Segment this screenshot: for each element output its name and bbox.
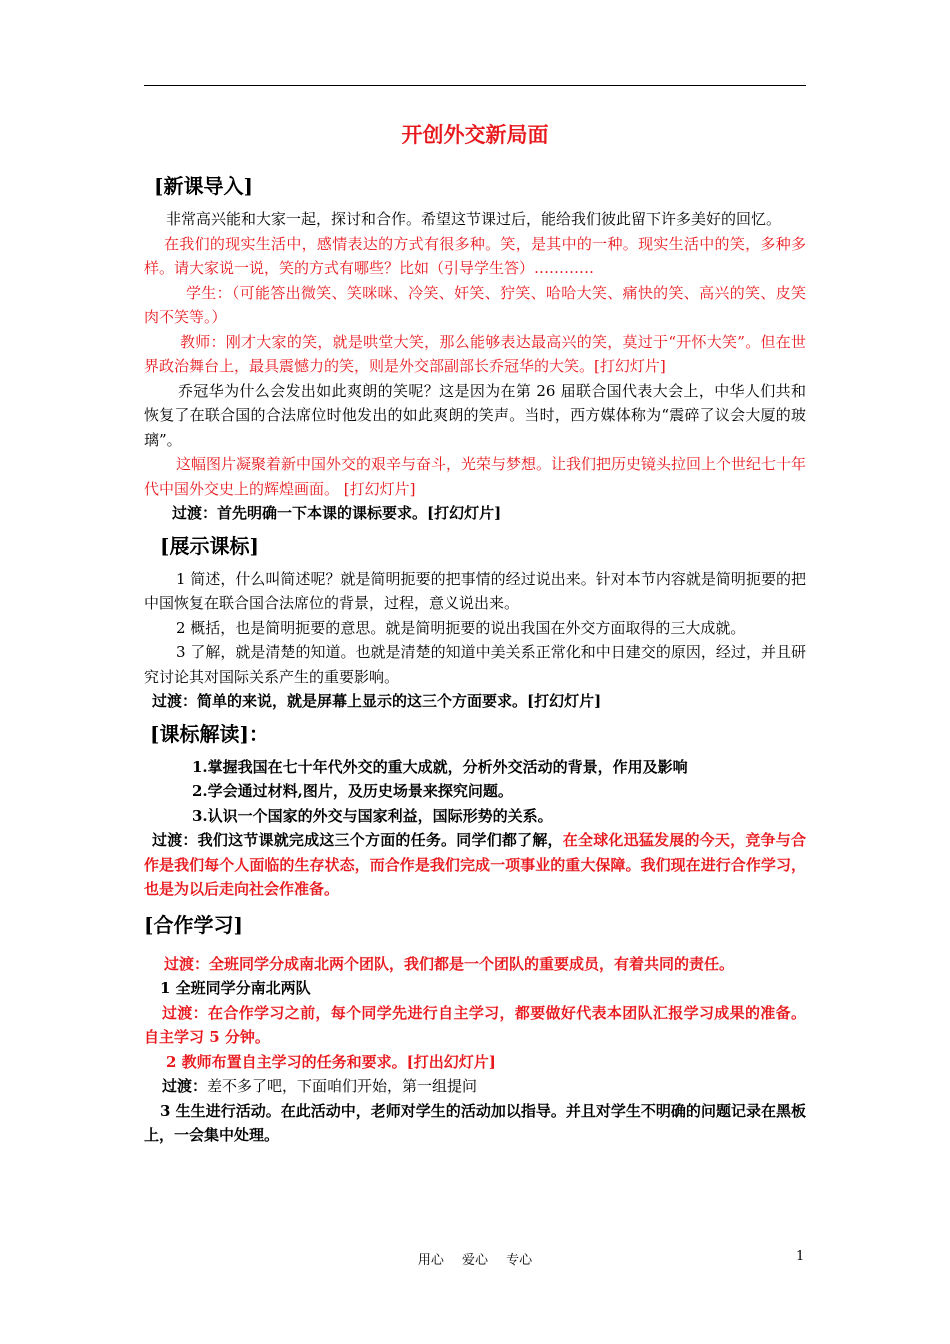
standards-paragraph-2: 2 概括，也是简明扼要的意思。就是简明扼要的说出我国在外交方面取得的三大成就。 [176,618,746,637]
page-title: 开创外交新局面 [401,122,549,147]
transition-text: 我们这节课就完成这三个方面的任务。同学们都了解， [197,831,563,849]
section-heading-intro: [新课导入] [154,174,253,198]
intro-paragraph-2: 在我们的现实生活中，感情表达的方式有很多种。笑，是其中的一种。现实生活中的笑，多种多样。请大家说一说，笑的方式有哪些？比如（引导学生答）………… [144,234,806,277]
transition-label: 过渡： [152,831,198,849]
coop-step-3: 3 生生进行活动。在此活动中，老师对学生的活动加以指导。并且对学生不明确的问题记录在黑板上，一会集中处理。 [144,1101,806,1144]
standards-paragraph-3: 3 了解，就是清楚的知道。也就是清楚的知道中美关系正常化和中日建交的原因，经过，并且研究讨论其对国际关系产生的重要影响。 [144,643,806,686]
coop-transition-2: 过渡：在合作学习之前，每个同学先进行自主学习，都要做好代表本团队汇报学习成果的准备。自主学习 5 分钟。 [144,1003,806,1046]
transition-label: 过渡： [162,1077,208,1095]
intro-paragraph-3: 学生：（可能答出微笑、笑咪咪、冷笑、奸笑、狞笑、哈哈大笑、痛快的笑、高兴的笑、皮笑肉不笑等。） [144,283,806,326]
intro-paragraph-5: 乔冠华为什么会发出如此爽朗的笑呢？这是因为在第 26 届联合国代表大会上，中华人们共和恢复了在联合国的合法席位时他发出的如此爽朗的笑声。当时，西方媒体称为“震碎了议会大厦的玻璃”。 [144,381,806,449]
interpretation-item-2: 2.学会通过材料,图片，及历史场景来探究问题。 [192,782,513,800]
interpretation-item-3: 3.认识一个国家的外交与国家利益，国际形势的关系。 [192,806,553,825]
intro-transition: 过渡：首先明确一下本课的课标要求。[打幻灯片] [172,504,502,522]
standards-paragraph-1: 1 简述，什么叫简述呢？就是简明扼要的把事情的经过说出来。针对本节内容就是简明扼要的把中国恢复在联合国合法席位的背景，过程，意义说出来。 [144,569,806,612]
standards-transition [144,689,806,714]
intro-paragraph-6: 这幅图片凝聚着新中国外交的艰辛与奋斗，光荣与梦想。让我们把历史镜头拉回上个世纪七十年代中国外交史上的辉煌画面。 [打幻灯片] [144,455,807,498]
section-heading-interpretation: [课标解读]： [150,721,269,746]
footer-motto: 用心 爱心 专心 [417,1253,533,1268]
transition-label: 过渡： [152,692,198,710]
intro-paragraph-1: 非常高兴能和大家一起，探讨和合作。希望这节课过后，能给我们彼此留下许多美好的回忆。 [166,210,782,228]
coop-transition-1: 过渡：全班同学分成南北两个团队，我们都是一个团队的重要成员，有着共同的责任。 [164,954,735,973]
header-rule [144,85,806,86]
page-number: 1 [796,1249,805,1264]
interpretation-transition [144,828,806,902]
document-body [144,118,806,1148]
intro-paragraph-4: 教师：刚才大家的笑，就是哄堂大笑，那么能够表达最高兴的笑，莫过于“开怀大笑”。但在世界政治舞台上，最具震憾力的笑，则是外交部副部长乔冠华的大笑。[打幻灯片] [144,332,806,375]
section-heading-cooperation: [合作学习] [144,912,243,937]
coop-transition-3 [144,1074,806,1099]
interpretation-item-1: 1.掌握我国在七十年代外交的重大成就，分析外交活动的背景，作用及影响 [192,757,688,776]
transition-text-highlight: 在全球化迅猛发展的今天，竞争与合作是我们每个人面临的生存状态，而合作是我们完成一项事业的重大保障。我们现在进行合作学习，也是为以后走向社会作准备。 [144,831,806,898]
transition-text: 简单的来说，就是屏幕上显示的这三个方面要求。[打幻灯片] [197,692,602,710]
coop-step-2: 2 教师布置自主学习的任务和要求。[打出幻灯片] [166,1052,496,1071]
transition-text: 差不多了吧，下面咱们开始，第一组提问 [207,1077,478,1095]
coop-step-1: 1 全班同学分南北两队 [160,979,311,997]
section-heading-standards: [展示课标] [160,533,259,558]
